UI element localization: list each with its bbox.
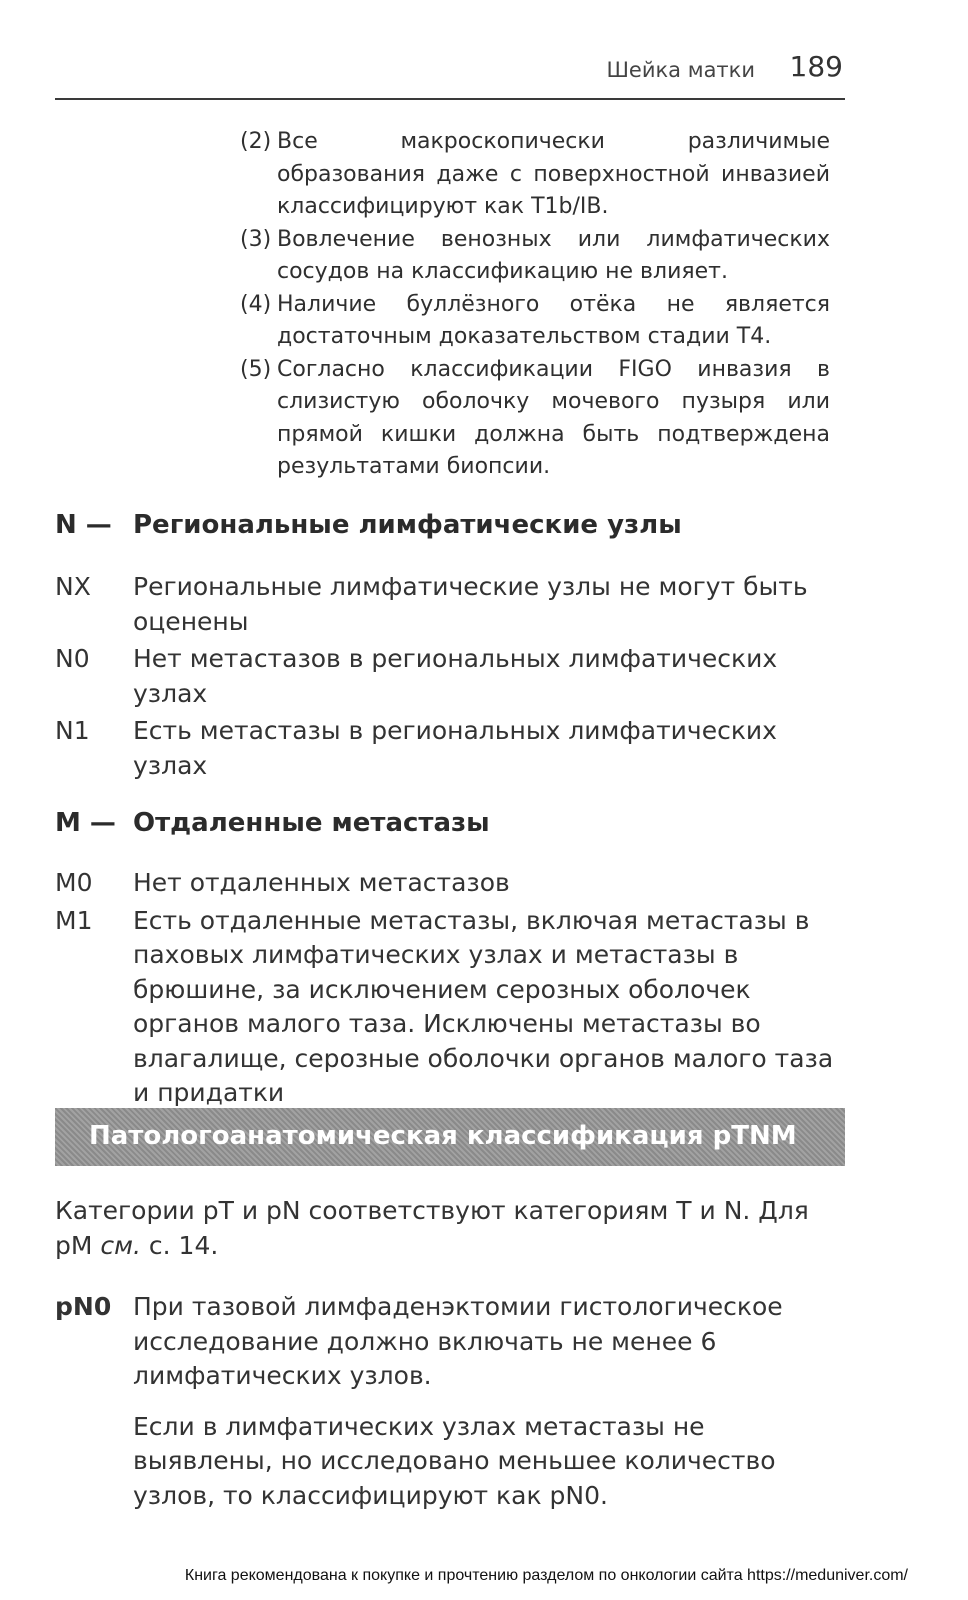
definition-code: N0 [55,644,90,673]
n-definition-list [55,570,845,786]
note-number: (4) [240,291,272,317]
definition-code: M0 [55,868,93,897]
definition-text: Нет отдаленных метастазов [133,868,510,897]
note-text: Все макроскопически различимые образования даже с поверхностной инвазией классифицируют как T1b/IB. [277,129,830,219]
note-number: (5) [240,356,272,382]
definition-row [55,904,845,1111]
note-text: Наличие буллёзного отёка не является достаточным доказательством стадии T4. [277,291,830,349]
definition-text: Есть метастазы в региональных лимфатических узлах [133,716,777,780]
definition-text: Региональные лимфатические узлы не могут быть оценены [133,572,808,636]
intro-page-ref: с. 14. [148,1230,219,1260]
definition-row [55,866,845,901]
m-definition-list [55,866,845,1114]
definition-text: Нет метастазов в региональных лимфатических узлах [133,644,778,708]
definition-code: NX [55,572,91,601]
n-section-code: N — [55,510,112,540]
page-number: 189 [789,50,843,83]
pn0-row [55,1290,845,1394]
definition-code: N1 [55,716,90,745]
definition-code: M1 [55,905,93,935]
note-item [240,354,830,484]
m-section-title: Отдаленные метастазы [133,808,490,838]
intro-text: Категории pT и pN соответствуют категориям T и N. Для pM [55,1196,809,1260]
ptnm-intro-paragraph [55,1194,845,1263]
pn0-extra-text: Если в лимфатических узлах метастазы не выявлены, но исследовано меньшее количество узлов, то классифицируют как pN0. [133,1411,776,1510]
note-item [240,126,830,224]
footer-note: Книга рекомендована к покупке и прочтению разделом по онкологии сайта https://meduniver.com/ [184,1567,908,1584]
definition-row [55,714,845,783]
m-section-heading [55,808,490,838]
pn0-block [55,1290,845,1513]
n-section-heading [55,510,682,540]
pn0-code: pN0 [55,1292,112,1321]
section-banner [55,1108,845,1166]
running-title: Шейка матки [606,58,755,82]
m-section-code: M — [55,808,116,838]
banner-title: Патологоанатомическая классификация pTNM [89,1121,797,1151]
note-item [240,224,830,289]
definition-row [55,570,845,639]
definition-text: Есть отдаленные метастазы, включая метастазы в паховых лимфатических узлах и метастазы в брюшине, за исключением серозных оболочек органов малого таза. Исключены метастазы во влагалище, серозные оболочки органов малого таза и придатки [133,905,834,1107]
note-text: Согласно классификации FIGO инвазия в слизистую оболочку мочевого пузыря или прямой кишки должна быть подтверждена результатами биопсии. [277,356,830,479]
definition-row [55,642,845,711]
note-item [240,289,830,354]
note-text: Вовлечение венозных или лимфатических сосудов на классификацию не влияет. [277,226,830,284]
notes-list [240,126,830,484]
intro-reference: см. [100,1230,141,1260]
page-header [55,48,845,100]
note-number: (3) [240,226,272,252]
pn0-text: При тазовой лимфаденэктомии гистологическое исследование должно включать не менее 6 лимфатических узлов. [133,1292,783,1390]
n-section-title: Региональные лимфатические узлы [133,510,682,540]
note-number: (2) [240,129,272,154]
